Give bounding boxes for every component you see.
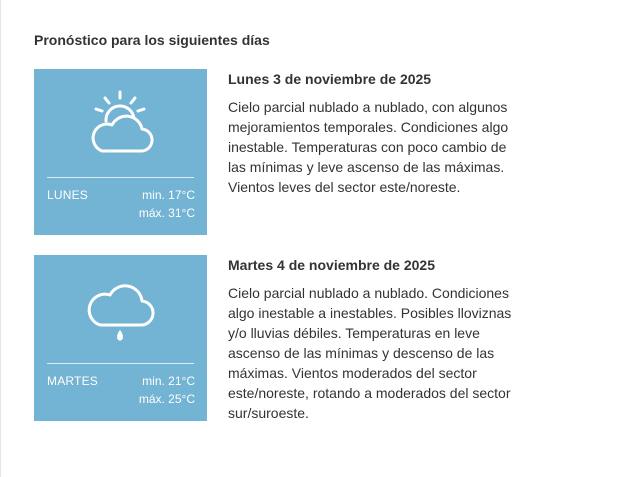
weather-card (34, 255, 207, 421)
max-temperature: máx. 25°C (138, 392, 195, 406)
section-title: Pronóstico para los siguientes días (34, 32, 270, 48)
min-temperature: min. 17°C (142, 188, 195, 202)
max-temperature: máx. 31°C (138, 206, 195, 220)
cloud-drizzle-icon (84, 275, 156, 345)
min-temperature: min. 21°C (142, 374, 195, 388)
forecast-description: Cielo parcial nublado a nublado. Condiciones algo inestable a inestables. Posibles lloviznas y/o lluvias débiles. Temperaturas en leve ascenso de las mínimas y descenso de las máximas. Vientos moderados del sector este/noreste, rotando a moderados del sector sur/suroeste. (228, 285, 512, 421)
weather-card (34, 69, 207, 235)
left-border (0, 0, 1, 477)
forecast-description: Cielo parcial nublado a nublado, con algunos mejoramientos temporales. Condiciones algo inestable. Temperaturas con poco cambio de las mínimas y leve ascenso de las máximas. Vientos leves del sector este/noreste. (228, 99, 509, 195)
card-divider (47, 177, 194, 178)
day-name: MARTES (47, 374, 98, 388)
forecast-date: Lunes 3 de noviembre de 2025 (228, 71, 432, 87)
forecast-info (228, 255, 518, 423)
partly-cloudy-icon (84, 89, 156, 159)
forecast-info (228, 69, 518, 197)
forecast-date: Martes 4 de noviembre de 2025 (228, 257, 435, 273)
card-divider (47, 363, 194, 364)
day-name: LUNES (47, 188, 89, 202)
